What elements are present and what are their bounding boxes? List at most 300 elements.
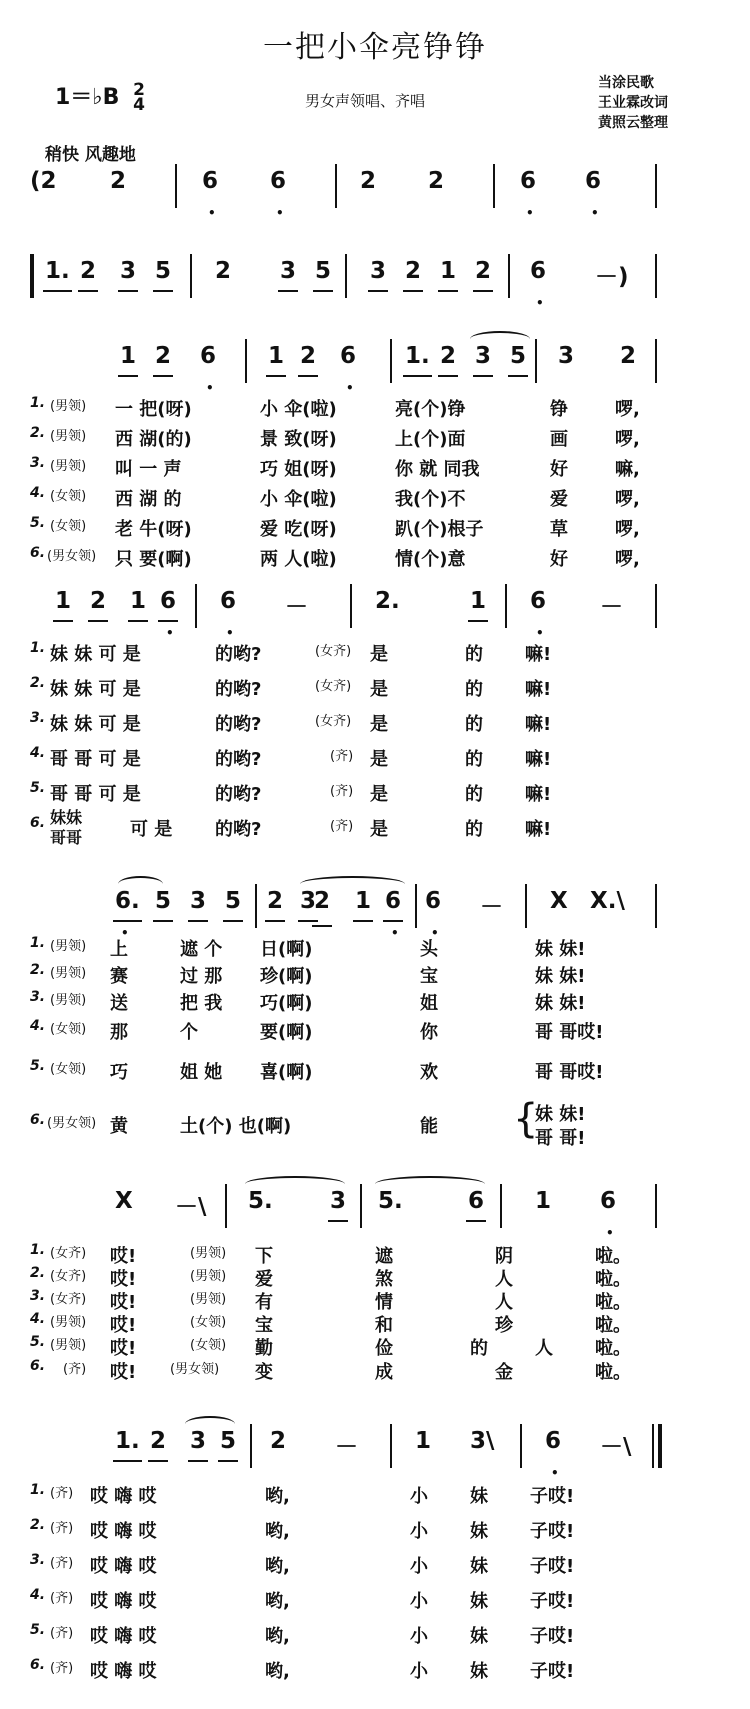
lyric: 送 [110,993,128,1014]
lyric: 哟, [265,1486,290,1507]
system-3-lyric-5 [25,1058,725,1088]
lyric: 妹 妹 可 是 [50,644,141,665]
lyric: 的哟? [215,749,262,770]
voice-label: (男领) [50,1338,87,1353]
lyric: 啦。 [595,1315,631,1336]
lyric: 草 [550,519,568,540]
lyric: 可 是 [130,819,173,840]
lyric: 画 [550,429,568,450]
note: 5. [248,1188,273,1214]
verse-number: 2. [30,1517,46,1533]
note: X [115,1188,133,1214]
lyric: 亮(个)铮 [395,399,466,420]
time-numerator: 2 [133,80,145,100]
note: X.\ [590,888,625,914]
voice-label: (齐) [50,1556,74,1571]
repeat-barline [30,254,34,298]
barline [250,1424,252,1468]
note: 2. [375,588,400,614]
note: － [600,594,623,620]
lyric: 哎! [110,1315,137,1336]
barline [190,254,192,298]
verse-number: 2. [30,675,46,691]
barline [500,1184,502,1228]
barline [225,1184,227,1228]
lyric: 嘛! [525,679,552,700]
key-label: 1＝♭B [55,85,120,110]
system-2-lyric-3 [25,710,725,740]
voice-label: (男领) [190,1269,227,1284]
lyric: 巧 [110,1062,128,1083]
note: 3 [330,1188,346,1214]
lyric: 嘛! [525,749,552,770]
system-5-lyric-4 [25,1587,725,1617]
note: 3 [280,258,296,284]
note: 2 [110,168,127,194]
lyric: 的 [465,679,483,700]
lyric: 妹 妹 可 是 [50,714,141,735]
note: 6 • [425,888,442,940]
verse-number: 3. [30,989,46,1005]
lyric: 小 伞(啦) [260,399,337,420]
system-2-lyric-4 [25,745,725,775]
verse-number: 4. [30,745,46,761]
final-barline [658,1424,662,1468]
note: X [550,888,568,914]
lyric: 珍(啊) [260,966,313,987]
system-4-lyric-6 [25,1358,725,1388]
system-1-lyric-4 [25,485,725,515]
intro-row-1 [30,160,730,220]
lyric: 的 [465,714,483,735]
lyric: 西 湖(的) [115,429,192,450]
voice-label: (女齐) [50,1246,87,1261]
note: 6 • [200,343,217,395]
lyric: 一 把(呀) [115,399,192,420]
lyric: 能 [420,1116,438,1137]
lyric: 哎! [110,1269,137,1290]
lyric: 喜(啊) [260,1062,313,1083]
voice-label: (女领) [190,1315,227,1330]
voice-label: (女领) [190,1338,227,1353]
voice-label: (女齐) [315,714,352,729]
verse-number: 4. [30,1311,46,1327]
credit-lyricist: 王业霖改词 [598,95,668,111]
note: 1 [355,888,371,914]
verse-number: 6. [30,1358,46,1374]
lyric: 子哎! [530,1591,575,1612]
barline [195,584,197,628]
lyric: 是 [370,784,388,805]
system-2-lyric-2 [25,675,725,705]
lyric: 爱 [255,1269,273,1290]
intro-row-2 [30,250,730,310]
note: 1. [115,1428,140,1454]
barline [175,164,177,208]
note: 6 [468,1188,484,1214]
note: 3 [370,258,386,284]
lyric: 的 [470,1338,488,1359]
voice-label: (男领) [50,966,87,981]
barline [655,1184,657,1228]
lyric: 变 [255,1362,273,1383]
lyric: 头 [420,939,438,960]
system-2-lyric-6 [25,805,725,849]
note: 6 • [340,343,357,395]
lyric: 你 [420,1022,438,1043]
lyric: 铮 [550,399,568,420]
lyric: 我(个)不 [395,489,466,510]
lyric: 的 [465,819,483,840]
barline [335,164,337,208]
note: 2 [270,1428,287,1454]
verse-number: 6. [30,1112,46,1128]
lyric: 哟, [265,1591,290,1612]
note: 6. • [115,888,140,940]
lyric: 妹 妹! [535,1104,586,1125]
voice-label: (男领) [50,429,87,444]
lyric: 妹 [470,1556,488,1577]
verse-number: 4. [30,1018,46,1034]
note: 6 • [530,588,547,640]
verse-number: 1. [30,1482,46,1498]
barline [652,1424,654,1468]
system-1-lyric-5 [25,515,725,545]
lyric: 是 [370,644,388,665]
lyric: 土(个) 也(啊) [180,1116,292,1137]
lyric: 嘛, [615,459,640,480]
lyric: 要(啊) [260,1022,313,1043]
note: 2 [215,258,232,284]
note: 6 • [530,258,547,310]
lyric: 嘛! [525,644,552,665]
verse-number: 3. [30,1288,46,1304]
lyric: 哟, [265,1556,290,1577]
note: － [285,594,308,620]
lyric: 的哟? [215,784,262,805]
voice-label: (男领) [50,939,87,954]
note: 6 • [160,588,177,640]
system-2-lyric-1 [25,640,725,670]
note: 6 • [385,888,402,940]
lyric: 个 [180,1022,198,1043]
verse-number: 5. [30,1058,46,1074]
note: 5 [220,1428,236,1454]
lyric: 只 要(啊) [115,549,192,570]
lyric: 情 [375,1292,393,1313]
lyric: 人 [495,1269,513,1290]
voice-label: (男领) [190,1292,227,1307]
note: 5 [225,888,241,914]
verse-number: 5. [30,1334,46,1350]
barline [245,339,247,383]
system-3-lyric-3 [25,989,725,1019]
system-2-notes [30,580,730,640]
system-1-notes [30,335,730,395]
lyric: 过 那 [180,966,223,987]
verse-number: 5. [30,1622,46,1638]
barline [390,1424,392,1468]
note: 2 [620,343,637,369]
lyric: 景 致(呀) [260,429,337,450]
lyric: 妹 妹! [535,993,586,1014]
note: 6 • [270,168,287,220]
credits [598,73,668,133]
lyric: 爱 [550,489,568,510]
verse-number: 1. [30,935,46,951]
note: 1 [55,588,71,614]
system-5-lyric-2 [25,1517,725,1547]
system-1-lyric-1 [25,395,725,425]
barline [493,164,495,208]
system-1-lyric-6 [25,545,725,575]
note: 1 [120,343,136,369]
lyric: 妹 妹! [535,966,586,987]
lyric: 啰, [615,549,640,570]
note: 1 [440,258,456,284]
voice-label: (女齐) [50,1269,87,1284]
barline [508,254,510,298]
song-title: 一把小伞亮铮铮 [263,30,487,65]
system-1-lyric-3 [25,455,725,485]
time-denominator: 4 [133,95,145,115]
lyric: 成 [375,1362,393,1383]
voice-label: (男领) [50,399,87,414]
lyric: 老 牛(呀) [115,519,192,540]
credit-origin: 当涂民歌 [598,75,654,91]
lyric: 的 [465,644,483,665]
lyric: 把 我 [180,993,223,1014]
lyric: 爱 吃(呀) [260,519,337,540]
verse-number: 5. [30,515,46,531]
time-signature [133,80,145,115]
lyric: 趴(个)根子 [395,519,484,540]
lyric: 啦。 [595,1269,631,1290]
tempo-marking: 稍快 风趣地 [45,145,136,165]
lyric: 日(啊) [260,939,313,960]
lyric: 哎! [110,1338,137,1359]
verse-number: 4. [30,1587,46,1603]
lyric: 上 [110,939,128,960]
voice-label: (女领) [50,489,87,504]
note: 1 [268,343,284,369]
verse-number: 1. [30,1242,46,1258]
lyric: 哎! [110,1292,137,1313]
lyric: 哎! [110,1362,137,1383]
lyric: 宝 [255,1315,273,1336]
lyric: 人 [495,1292,513,1313]
lyric: 姐 [420,993,438,1014]
note: 2 [440,343,456,369]
lyric: 嘛! [525,714,552,735]
lyric: 姐 她 [180,1062,223,1083]
barline [655,884,657,928]
note: 3 [190,1428,206,1454]
lyric: 好 [550,549,568,570]
note: －\ [600,1434,632,1460]
voice-label: (齐) [50,1591,74,1606]
lyric: 子哎! [530,1556,575,1577]
system-5-lyric-5 [25,1622,725,1652]
note: 5 [155,258,171,284]
barline [655,584,657,628]
lyric: 上(个)面 [395,429,466,450]
barline [255,884,257,928]
voice-label: (女齐) [315,644,352,659]
lyric: 小 [410,1591,428,1612]
voice-label: (齐) [50,1486,74,1501]
barline [415,884,417,928]
barline [360,1184,362,1228]
lyric: 小 [410,1661,428,1682]
verse-number: 6. [30,1657,46,1673]
lyric: 哎 嗨 哎 [90,1486,157,1507]
lyric: 煞 [375,1269,393,1290]
lyric: 欢 [420,1062,438,1083]
voice-label: (齐) [330,749,354,764]
lyric: 啦。 [595,1362,631,1383]
credit-arranger: 黄照云整理 [598,115,668,131]
lyric: 两 人(啦) [260,549,337,570]
voice-label: (齐) [63,1362,87,1377]
lyric: 妹 妹 可 是 [50,679,141,700]
verse-number: 6. [30,815,46,831]
lyric: 妹 妹! [535,939,586,960]
lyric: 俭 [375,1338,393,1359]
lyric: 妹 [470,1521,488,1542]
note: 3 [120,258,136,284]
voice-label: (男领) [50,1315,87,1330]
note: 1 [470,588,486,614]
lyric: 西 湖 的 [115,489,182,510]
lyric: 啰, [615,489,640,510]
note: 6 • [202,168,219,220]
note: 2 [155,343,171,369]
voice-label: (男领) [50,993,87,1008]
lyric: 的哟? [215,819,262,840]
lyric: 啦。 [595,1246,631,1267]
voice-label: (男领) [50,459,87,474]
system-3-lyric-1 [25,935,725,965]
system-5-lyric-3 [25,1552,725,1582]
verse-number: 4. [30,485,46,501]
note: －) [595,264,629,290]
note: 2 [360,168,377,194]
lyric: 妹 [470,1591,488,1612]
lyric: 小 伞(啦) [260,489,337,510]
voice-label: (齐) [50,1661,74,1676]
note: 6 • [220,588,237,640]
lyric: 哎 嗨 哎 [90,1556,157,1577]
lyric: 子哎! [530,1521,575,1542]
lyric: 的 [465,784,483,805]
note: (2 [30,168,57,194]
lyric: 啰, [615,399,640,420]
lyric: 是 [370,714,388,735]
lyric: 是 [370,819,388,840]
note: 6 • [585,168,602,220]
note: － [335,1434,358,1460]
voice-label: (齐) [330,819,354,834]
note: 2 [314,888,330,914]
note: 2 [90,588,106,614]
note: 1. [405,343,430,369]
lyric: 珍 [495,1315,513,1336]
verse-number: 6. [30,545,46,561]
lyric: 小 [410,1626,428,1647]
lyric: 小 [410,1556,428,1577]
voice-label: (男女领) [47,1116,97,1131]
verse-number: 1. [30,395,46,411]
lyric: 的哟? [215,714,262,735]
barline [655,339,657,383]
verse-number: 3. [30,710,46,726]
voice-label: (女领) [50,1022,87,1037]
verse-number: 3. [30,455,46,471]
note: 1 [415,1428,432,1454]
lyric: 哎 嗨 哎 [90,1661,157,1682]
voice-label: (女领) [50,1062,87,1077]
lyric: 妹 [470,1626,488,1647]
system-3-lyric-4 [25,1018,725,1048]
lyric: 遮 [375,1246,393,1267]
lyric: 哎 嗨 哎 [90,1626,157,1647]
key-signature [55,80,145,113]
note: 5. [378,1188,403,1214]
lyric: 你 就 同我 [395,459,480,480]
lyric: 金 [495,1362,513,1383]
lyric: 子哎! [530,1661,575,1682]
system-1-lyric-2 [25,425,725,455]
note: 2 [428,168,445,194]
system-5-lyric-6 [25,1657,725,1687]
note: 5 [510,343,526,369]
barline [520,1424,522,1468]
voice-label: (齐) [50,1626,74,1641]
verse-number: 2. [30,962,46,978]
lyric: 嘛! [525,784,552,805]
system-5-notes [30,1420,730,1480]
system-5-lyric-1 [25,1482,725,1512]
lyric: 是 [370,679,388,700]
lyric: 妹 [470,1486,488,1507]
note: 2 [150,1428,166,1454]
note: － [480,894,503,920]
lyric: 有 [255,1292,273,1313]
system-3-lyric-2 [25,962,725,992]
lyric: 勤 [255,1338,273,1359]
lyric: 哥哥 [50,828,83,847]
lyric: 啦。 [595,1292,631,1313]
lyric: 巧(啊) [260,993,313,1014]
lyric: 遮 个 [180,939,223,960]
note: 1 [535,1188,552,1214]
lyric: 是 [370,749,388,770]
lyric: 妹妹 [50,808,83,827]
note: 2 [475,258,491,284]
lyric: 巧 姐(呀) [260,459,337,480]
lyric: 哟, [265,1521,290,1542]
lyric: 哥 哥! [535,1128,586,1149]
lyric: 好 [550,459,568,480]
voice-label: (齐) [330,784,354,799]
voice-label: (男女领) [170,1362,220,1377]
verse-brace: { [513,1096,539,1142]
lyric: 黄 [110,1116,128,1137]
note: 1. [45,258,70,284]
note: 3 [300,888,316,914]
lyric: 哎! [110,1246,137,1267]
